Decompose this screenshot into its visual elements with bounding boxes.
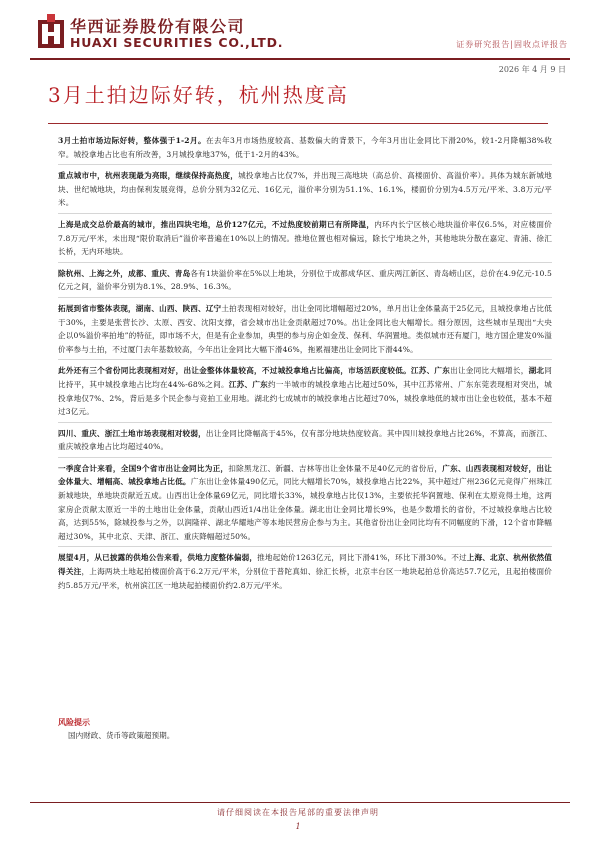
body-paragraph [58,134,552,161]
report-title: 3月土拍边际好转，杭州热度高 [48,83,349,107]
text-span: 内环内长宁区核心地块溢价率仅6.5%，对应楼面价7.8万元/平米，未出现“限价取消后”溢价率普遍在10%以上的情况。推地位置也相对偏远，除长宁地块之外，其他地块分散在嘉定、青浦、徐汇长桥，无内环地块。 [58,219,553,257]
risk-title: 风险提示 [58,717,90,727]
text-span: ，上海两块土地起拍楼面价高于6.2万元/平米，分别位于普陀真如、徐汇长桥，北京丰台区一地块起拍总价高达57.7亿元，且起拍楼面价约5.85万元/平米，杭州滨江区一地块起拍楼面价约2.8万元/平米。 [58,567,552,590]
text-span: 土拍表现相对较好，出让金同比增幅超过20%，单月出让金体量高于25亿元，且城投拿地占比低于30%，主要是张营长沙、太原、西安、沈阳支撑，省会城市出让金贡献超过70%。出让金同比也大幅增长。细分原因，这些城市呈现出“大央企以0%溢价率拍地”的特征，即市场不大，但是有企业参加，典型的参与房企如金茂、保利、华润置地。类似城市还有厦门，地方国企建发0%溢价率参与土拍，不过厦门去年基数较高，今年出让金同比大幅下滑46%，拖累福建出让金同比下滑44%。 [58,303,552,354]
bold-text: 湖北 [528,366,545,376]
bold-text: 展望4月，从已披露的供地公告来看，供地力度整体偏弱， [58,553,258,563]
body-paragraph [58,427,552,454]
title-divider [48,123,548,124]
header-divider [30,58,570,60]
bold-text: 上海、北京、杭州依然值得关注 [58,553,552,577]
bold-text: 广东、山西表现相对较好，出让金体量大、增幅高、城投拿地占比低。 [58,463,552,487]
text-span: 在去年3月市场热度较高、基数偏大的背景下，今年3月出让金同比下滑20%，较1-2月降幅38%收窄。城投拿地占比也有所改善，3月城投拿地37%，低于1-2月的43%。 [58,136,552,159]
text-span: 扣除黑龙江、新疆、吉林等出让金体量不足40亿元的省份后， [228,463,443,473]
text-span: 出让金同比大幅增长， [450,366,529,376]
body-paragraph [58,364,552,418]
text-span: 推地起始价1263亿元，同比下滑41%，环比下滑30%。不过 [257,553,467,563]
paragraph-divider [58,359,552,360]
bold-text: 重点城市中，杭州表现最为亮眼，继续保持高热度， [58,171,239,181]
paragraph-divider [58,297,552,298]
footer-divider [30,802,570,803]
bold-text: 成都、重庆、青岛 [128,268,191,278]
body-paragraph [58,462,552,544]
paragraph-divider [58,213,552,214]
paragraph-divider [58,457,552,458]
text-span: 城投拿地占比仅7%，并出现三高地块（高总价、高楼面价、高溢价率）。具体为城东新城地块、世纪城地块，均由保利发展竞得，总价分别为32亿元、16亿元，溢价率分别为51.1%、16.1%，楼面价分别为4.5万元/平米、3.8万元/平米。 [58,171,552,208]
bold-text: 3月土拍市场边际好转，整体强于1-2月。 [58,136,206,145]
risk-section [58,716,552,742]
bold-text: 四川、重庆、浙江土地市场表现相对较弱， [58,428,206,438]
paragraph-divider [58,422,552,423]
company-name-en: HUAXI SECURITIES CO.,LTD. [70,35,284,50]
body-paragraph [58,551,552,592]
body-paragraph [58,267,552,294]
body-paragraph [58,169,552,210]
report-date: 2026 年 4 月 9 日 [498,65,566,74]
legal-notice-link[interactable]: 请仔细阅读在本报告尾部的重要法律声明 [217,808,379,817]
body-paragraph [58,218,552,259]
report-type: 证券研究报告|固收点评报告 [456,40,568,49]
risk-text: 国内财政、货币等政策超预期。 [68,731,175,740]
huaxi-logo-icon [38,14,64,48]
page-number: 1 [295,822,301,831]
bold-text: 除杭州、上海之外， [58,268,129,278]
paragraph-divider [58,262,552,263]
bold-text: 上海是成交总价最高的城市，推出四块宅地，总价127亿元，不过热度较前期已有所降温， [58,219,375,229]
paragraph-divider [58,546,552,547]
bold-text: 江苏、广东 [228,379,269,389]
paragraph-divider [58,164,552,165]
text-span: 同比持平，其中城投拿地占比均在44%-68%之间。 [58,366,552,389]
bold-text: 拓展到省市整体表现，湖南、山西、陕西、辽宁 [58,303,222,313]
report-body [58,134,552,592]
report-header [0,0,596,74]
text-span: 约一半城市的城投拿地占比超过50%，其中江苏常州、广东东莞表现相对突出，城投拿地仅7%、2%，背后是多个民企参与竞拍工业用地。湖北约七成城市的城投拿地占比超过70%，城投拿地低的城市出让金也较低，基本不超过3亿元。 [58,379,552,417]
text-span: 各有1块溢价率在5%以上地块，分别位于成都成华区、重庆两江新区、青岛崂山区，总价在4.9亿元-10.5亿元之间，溢价率分别为8.1%、28.9%、16.3%。 [58,268,553,292]
text-span: 出让金同比降幅高于45%，仅有部分地块热度较高。其中四川城投拿地占比26%，不算高，而浙江、重庆城投拿地占比均超过40%。 [58,428,552,452]
body-paragraph [58,302,552,356]
bold-text: 一季度合计来看，全国9个省市出让金同比为正， [58,463,229,473]
text-span: 广东出让金体量490亿元，同比大幅增长70%，城投拿地占比22%，其中超过广州236亿元竞得广州珠江新城地块，单地块贡献近五成。山西出让金体量69亿元，同比增长33%，城投拿地占比仅13%，主要依托华润置地、保利在太原竞得土地，这两家房企贡献太原近一半的土地出让金体量，贡献山西近1/4出让金体量。湖北出让金同比增长9%，也是少数增长的省份，不过城投拿地占比较高，达到55%，除城投参与之外，以润隆祥、湖北华耀地产等本地民营房企参与为主。其他省份出让金同比均有不同幅度的下滑，12个省市降幅超过30%，其中北京、天津、浙江、重庆降幅超过50%。 [58,477,552,541]
bold-text: 此外还有三个省份同比表现相对好，出让金整体体量较高，不过城投拿地占比偏高，市场活跃度较低。江苏、广东 [58,366,451,376]
company-name-cn: 华西证券股份有限公司 [70,17,246,36]
